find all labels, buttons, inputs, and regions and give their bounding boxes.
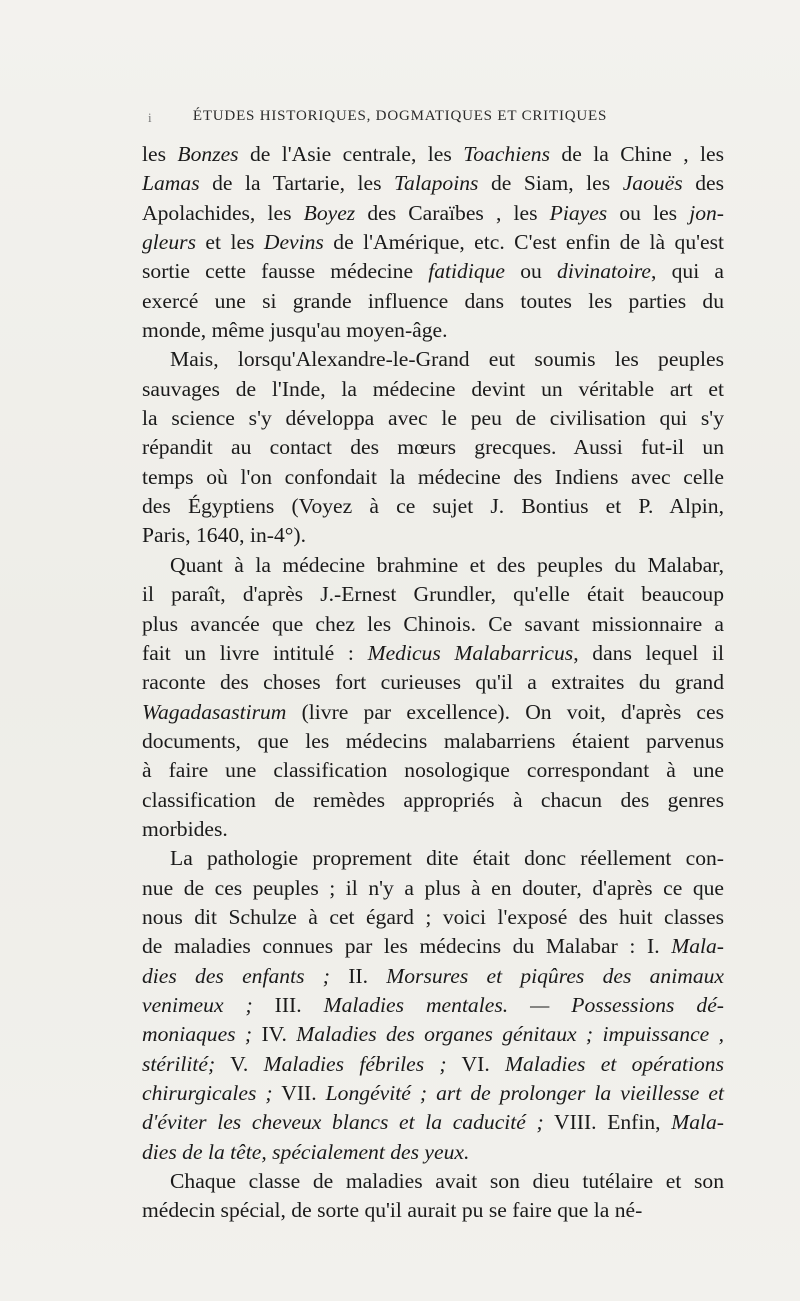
paragraph	[142, 844, 724, 1167]
text-segment: il paraît, d'après J.-Ernest Grundler, qu'elle était beaucoup	[142, 582, 724, 607]
text-line	[142, 199, 724, 228]
italic-segment: Maladies fébriles ;	[263, 1051, 447, 1076]
italic-segment: jon-	[689, 200, 724, 225]
italic-segment: Mala-	[671, 934, 724, 959]
text-line	[142, 698, 724, 727]
text-line	[142, 668, 724, 697]
paragraph	[142, 551, 724, 844]
italic-segment: moniaques ;	[142, 1022, 253, 1047]
text-segment: V.	[215, 1051, 264, 1076]
text-segment: classification de remèdes appropriés à chacun des genres	[142, 787, 724, 812]
text-line	[142, 874, 724, 903]
text-line	[142, 551, 724, 580]
text-line	[142, 1196, 724, 1225]
text-segment: ou les	[607, 200, 690, 225]
text-line	[142, 1050, 724, 1079]
italic-segment: Lamas	[142, 171, 200, 196]
text-line	[142, 815, 724, 844]
text-segment: II.	[329, 963, 387, 988]
text-segment: VI.	[446, 1051, 506, 1076]
text-line	[142, 580, 724, 609]
italic-segment: chirurgicales ;	[142, 1081, 273, 1105]
text-line	[142, 991, 724, 1020]
text-segment: fait un livre intitulé :	[142, 640, 368, 665]
text-segment: IV.	[252, 1022, 297, 1047]
running-head-title: ÉTUDES HISTORIQUES, DOGMATIQUES ET CRITIQUES	[192, 108, 608, 124]
italic-segment: Talapoins	[394, 171, 479, 196]
italic-segment: Bonzes	[177, 142, 239, 166]
page-marker: i	[148, 110, 153, 125]
text-line	[142, 962, 724, 991]
text-segment: sortie cette fausse médecine	[142, 259, 429, 284]
text-line	[142, 932, 724, 961]
italic-segment: Maladies des organes génitaux ; impuissance ,	[296, 1022, 724, 1047]
text-segment: de l'Asie centrale, les	[238, 142, 464, 166]
text-segment: à faire une classification nosologique correspondant à une	[142, 758, 724, 783]
text-segment: des Caraïbes , les	[355, 200, 550, 225]
italic-segment: dies de la tête, spécialement des yeux.	[142, 1139, 470, 1164]
text-line	[142, 1079, 724, 1108]
text-segment: de l'Amérique, etc. C'est enfin de là qu'est	[323, 230, 724, 255]
text-line	[142, 844, 724, 873]
text-line	[142, 140, 724, 169]
text-segment: , qui a	[651, 259, 725, 284]
text-segment: et les	[195, 230, 264, 255]
text-line	[142, 903, 724, 932]
text-segment: temps où l'on confondait la médecine des Indiens avec celle	[142, 464, 724, 489]
text-line	[142, 375, 724, 404]
italic-segment: dies des enfants ;	[142, 963, 330, 988]
text-segment: ou	[505, 259, 558, 284]
text-segment: Apolachides, les	[142, 200, 304, 225]
italic-segment: gleurs	[142, 230, 196, 255]
paragraph	[142, 345, 724, 550]
italic-segment: Jaouës	[622, 171, 683, 196]
text-segment: de la Chine , les	[550, 142, 724, 166]
text-segment: répandit au contact des mœurs grecques. Aussi fut-il un	[142, 435, 724, 460]
text-segment: documents, que les médecins malabarriens étaient parvenus	[142, 728, 724, 753]
italic-segment: Devins	[263, 230, 324, 255]
text-segment: des Égyptiens (Voyez à ce sujet J. Bontius et P. Alpin,	[142, 494, 724, 519]
text-segment: médecin spécial, de sorte qu'il aurait pu se faire que la né-	[142, 1198, 643, 1223]
text-line	[142, 1167, 724, 1196]
text-line	[142, 786, 724, 815]
text-line	[142, 639, 724, 668]
text-segment: de Siam, les	[478, 171, 623, 196]
text-line	[142, 257, 724, 286]
text-line	[142, 287, 724, 316]
italic-segment: Maladies et opérations	[505, 1051, 725, 1076]
italic-segment: divinatoire	[557, 259, 652, 284]
text-line	[142, 727, 724, 756]
text-segment: morbides.	[142, 816, 228, 841]
text-segment: III.	[252, 992, 324, 1017]
text-line	[142, 610, 724, 639]
italic-segment: fatidique	[428, 259, 506, 284]
text-line	[142, 404, 724, 433]
text-line	[142, 345, 724, 374]
text-line	[142, 316, 724, 345]
text-segment: Paris, 1640, in-4°).	[142, 523, 306, 548]
text-line	[142, 463, 724, 492]
text-line	[142, 521, 724, 550]
text-segment: plus avancée que chez les Chinois. Ce savant missionnaire a	[142, 611, 724, 636]
italic-segment: Wagadasastirum	[142, 699, 287, 724]
italic-segment: Piayes	[549, 200, 608, 225]
text-line	[142, 1108, 724, 1137]
italic-segment: d'éviter les cheveux blancs et la caducité ;	[142, 1110, 544, 1135]
text-segment: de la Tartarie, les	[199, 171, 395, 196]
italic-segment: Toachiens	[463, 142, 551, 166]
text-segment: exercé une si grande influence dans toutes les parties du	[142, 288, 724, 313]
text-line	[142, 228, 724, 257]
text-line	[142, 756, 724, 785]
text-segment: , dans lequel il	[573, 640, 724, 665]
italic-segment: venimeux ;	[142, 992, 253, 1017]
text-line	[142, 492, 724, 521]
italic-segment: Morsures et piqûres des animaux	[386, 963, 724, 988]
paragraph	[142, 140, 724, 345]
text-line	[142, 169, 724, 198]
text-segment: la science s'y développa avec le peu de civilisation qui s'y	[142, 406, 724, 431]
text-segment: VII.	[272, 1081, 326, 1105]
text-segment: Mais, lorsqu'Alexandre-le-Grand eut soumis les peuples	[170, 347, 724, 372]
italic-segment: Medicus Malabarricus	[367, 640, 574, 665]
italic-segment: Boyez	[303, 200, 356, 225]
text-segment: VIII. Enfin,	[543, 1110, 672, 1135]
text-segment: monde, même jusqu'au moyen-âge.	[142, 318, 448, 343]
paragraph	[142, 1167, 724, 1226]
text-segment: les	[142, 142, 178, 166]
text-segment: (livre par excellence). On voit, d'après ces	[286, 699, 724, 724]
body-text	[142, 140, 724, 1226]
text-segment: Quant à la médecine brahmine et des peuples du Malabar,	[170, 552, 724, 577]
text-segment: Chaque classe de maladies avait son dieu tutélaire et son	[170, 1169, 724, 1194]
text-line	[142, 1138, 724, 1167]
text-segment: des	[682, 171, 724, 196]
text-line	[142, 1020, 724, 1049]
text-segment: nue de ces peuples ; il n'y a plus à en douter, d'après ce que	[142, 875, 724, 900]
text-line	[142, 433, 724, 462]
italic-segment: Mala-	[671, 1110, 724, 1135]
text-segment: sauvages de l'Inde, la médecine devint un véritable art et	[142, 376, 724, 401]
italic-segment: Maladies mentales. — Possessions dé-	[323, 992, 724, 1017]
text-segment: La pathologie proprement dite était donc réellement con-	[170, 846, 724, 871]
italic-segment: Longévité ; art de prolonger la vieillesse et	[325, 1081, 725, 1105]
text-segment: de maladies connues par les médecins du Malabar : I.	[142, 934, 672, 959]
running-head	[0, 108, 800, 125]
italic-segment: stérilité;	[142, 1051, 216, 1076]
text-segment: nous dit Schulze à cet égard ; voici l'exposé des huit classes	[142, 904, 724, 929]
text-segment: raconte des choses fort curieuses qu'il a extraites du grand	[142, 670, 724, 695]
